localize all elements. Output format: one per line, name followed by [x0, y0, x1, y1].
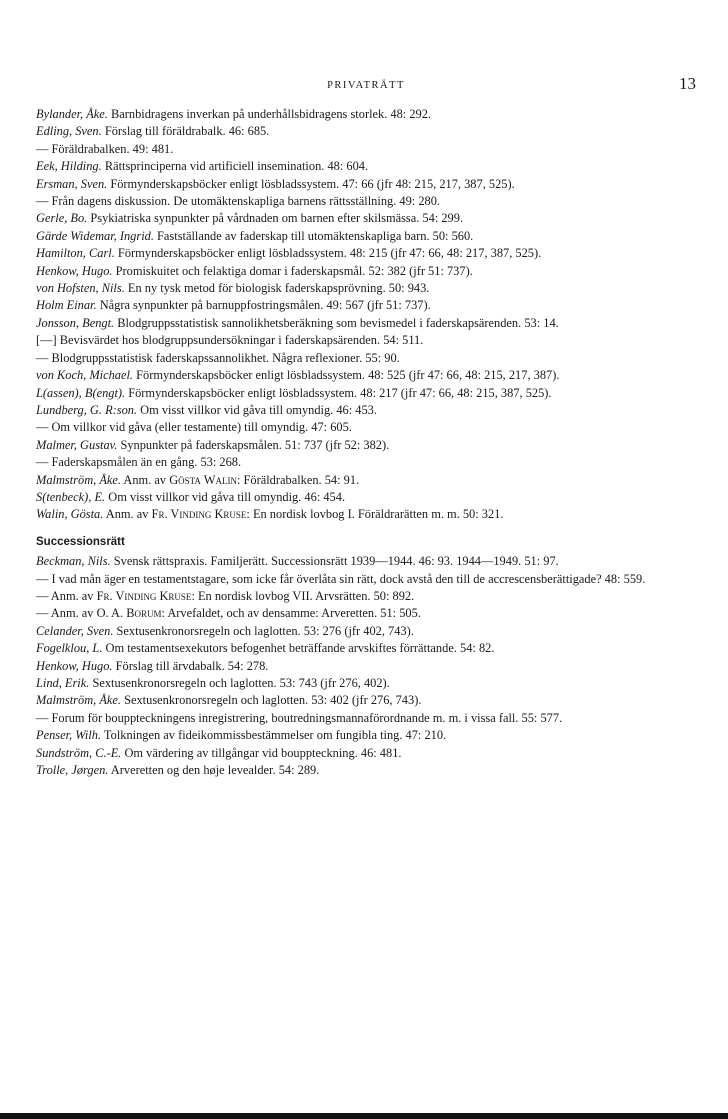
entry-author: Trolle, Jørgen. [36, 763, 109, 778]
index-entry [36, 675, 696, 692]
entry-text: Sextusenkronorsregeln och laglotten. 53: 743 (jfr 276, 402). [89, 676, 390, 690]
entry-text: — Om villkor vid gåva (eller testamente) till omyndig. 47: 605. [36, 420, 352, 435]
entry-text: Blodgruppsstatistisk sannolikhetsberäkning som bevismedel i faderskapsärenden. 53: 14. [114, 315, 559, 330]
entry-text: Rättsprinciperna vid artificiell insemination. 48: 604. [101, 159, 369, 174]
index-entry [36, 553, 696, 570]
entry-text: Sextusenkronorsregeln och laglotten. 53: 402 (jfr 276, 743). [121, 693, 422, 708]
entry-text: Promiskuitet och felaktiga domar i faderskapsmål. 52: 382 (jfr 51: 737). [112, 263, 473, 278]
succession-law-entries [36, 623, 696, 780]
entry-author: Gärde Widemar, Ingrid. [36, 228, 154, 243]
entry-text: Om testamentsexekutors befogenhet beträffande arvskiftes förrättande. 54: 82. [102, 641, 495, 656]
index-entry [36, 588, 696, 605]
entry-text: : En nordisk lovbog VII. Arvsrätten. 50: 892. [191, 588, 415, 603]
entry-author: Bylander, Åke. [36, 107, 108, 121]
index-entry [36, 123, 696, 140]
entry-text: — Från dagens diskussion. De utomäktenskapliga barnens rättsställning. 49: 280. [36, 194, 441, 209]
entry-smallcaps-name: Borum [126, 606, 162, 621]
entry-text: Psykiatriska synpunkter på vårdnaden om barnen efter skilsmässa. 54: 299. [87, 211, 464, 226]
entry-text: Förmynderskapsböcker enligt lösbladssystem. 47: 66 (jfr 48: 215, 217, 387, 525). [107, 176, 515, 191]
entry-text: — Föräldrabalken. 49: 481. [36, 141, 174, 156]
entry-text: Anm. av [121, 472, 170, 487]
index-entry [36, 437, 696, 454]
index-entry [36, 228, 696, 245]
entry-smallcaps-name: Fr. Vinding Kruse [96, 588, 192, 603]
index-entry [36, 297, 696, 314]
entry-author: Celander, Sven. [36, 623, 114, 638]
entry-text: Synpunkter på faderskapsmålen. 51: 737 (jfr 52: 382). [117, 437, 390, 452]
index-entry [36, 332, 696, 349]
entry-text: Fastställande av faderskap till utomäktenskapliga barn. 50: 560. [153, 228, 474, 243]
index-entry [36, 692, 696, 709]
entry-text: Några synpunkter på barnuppfostringsmålen. 49: 567 (jfr 51: 737). [96, 298, 431, 313]
entry-text: Förmynderskapsböcker enligt lösbladssystem. 48: 215 (jfr 47: 66, 48: 217, 387, 525). [114, 246, 542, 261]
scan-edge-bar [0, 1113, 728, 1119]
entry-text: — Anm. av [36, 588, 97, 603]
entry-text: : En nordisk lovbog I. Föräldrarätten m. m. 50: 321. [246, 507, 504, 522]
entry-author: Hamilton, Carl. [36, 246, 115, 261]
entry-author: Lind, Erik. [36, 676, 90, 690]
index-entry [36, 727, 696, 744]
page-number: 13 [679, 74, 696, 93]
entry-author: Ersman, Sven. [36, 176, 108, 191]
entry-text: — Faderskapsmålen än en gång. 53: 268. [36, 455, 242, 470]
entry-author: Jonsson, Bengt. [36, 315, 115, 330]
entry-text: Barnbidragens inverkan på underhållsbidragens storlek. 48: 292. [107, 107, 432, 121]
entry-text: Sextusenkronorsregeln och laglotten. 53: 276 (jfr 402, 743). [113, 623, 414, 638]
index-entry [36, 623, 696, 640]
index-entry [36, 710, 696, 727]
index-entry [36, 158, 696, 175]
index-entry [36, 472, 696, 489]
entry-smallcaps-name: Gösta Walin [169, 472, 237, 487]
family-law-entries [36, 106, 696, 472]
index-entry [36, 605, 696, 622]
index-entry [36, 506, 696, 523]
section-heading: Successionsrätt [36, 535, 125, 548]
entry-text: Om värdering av tillgångar vid bouppteckning. 46: 481. [121, 745, 402, 760]
index-entry [36, 245, 696, 262]
entry-text: Om visst villkor vid gåva till omyndig. 46: 454. [105, 489, 346, 504]
entry-author: Henkow, Hugo. [36, 263, 113, 278]
index-entry [36, 210, 696, 227]
entry-author: Malmer, Gustav. [36, 437, 118, 452]
index-entry [36, 280, 696, 297]
entry-text: — I vad mån äger en testamentstagare, som icke får överlåta sin rätt, dock avstå den till de accrescensberättigade? 48: 559. [36, 571, 646, 586]
index-entry [36, 385, 696, 402]
entry-author: Henkow, Hugo. [36, 658, 113, 673]
entry-text: Svensk rättspraxis. Familjerätt. Successionsrätt 1939—1944. 46: 93. 1944—1949. 51: 97. [110, 554, 559, 569]
entry-author: von Koch, Michael. [36, 368, 134, 383]
entry-author: Gerle, Bo. [36, 211, 88, 226]
entry-author: Holm Einar. [36, 298, 97, 313]
entry-author: Lundberg, G. R:son. [36, 402, 138, 417]
entry-author: Malmström, Åke. [36, 472, 121, 487]
index-entry [36, 106, 696, 123]
index-entry [36, 419, 696, 436]
entry-smallcaps-name: Fr. Vinding Kruse [151, 507, 247, 522]
index-content [36, 106, 696, 779]
entry-text: Om visst villkor vid gåva till omyndig. 46: 453. [137, 402, 377, 417]
entry-author: S(tenbeck), E. [36, 489, 106, 504]
entry-text: — Forum för bouppteckningens inregistrering, boutredningsmannaförordnande m. m. i vissa fall. 55: 577. [36, 710, 563, 725]
entry-text: Anm. av [103, 507, 152, 522]
entry-author: von Hofsten, Nils. [36, 281, 125, 296]
entry-author: Eek, Hilding. [36, 159, 102, 174]
entry-text: — Anm. av O. A. [36, 606, 127, 621]
entry-text: : Arvefaldet, och av densamme: Arveretten. 51: 505. [161, 606, 421, 621]
entry-author: L(assen), B(engt). [36, 385, 126, 400]
entry-text: Tolkningen av fideikommissbestämmelser om fungibla ting. 47: 210. [101, 728, 447, 743]
index-entry [36, 640, 696, 657]
index-entry [36, 315, 696, 332]
page-header [36, 74, 696, 98]
entry-text: [—] Bevisvärdet hos blodgruppsundersökningar i faderskapsärenden. 54: 511. [36, 333, 424, 348]
index-entry [36, 367, 696, 384]
entry-author: Fogelklou, L. [36, 641, 103, 656]
entry-text: Förslag till föräldrabalk. 46: 685. [101, 124, 270, 139]
index-entry [36, 350, 696, 367]
index-entry [36, 263, 696, 280]
running-title: PRIVATRÄTT [327, 80, 405, 91]
index-entry [36, 176, 696, 193]
index-entry [36, 571, 696, 588]
index-entry [36, 193, 696, 210]
index-entry [36, 141, 696, 158]
entry-text: : Föräldrabalken. 54: 91. [236, 472, 360, 487]
entry-author: Beckman, Nils. [36, 554, 111, 569]
index-entry [36, 745, 696, 762]
index-entry [36, 658, 696, 675]
entry-text: — Blodgruppsstatistisk faderskapssannolikhet. Några reflexioner. 55: 90. [36, 350, 400, 365]
entry-text: Förslag till ärvdabalk. 54: 278. [112, 658, 269, 673]
entry-author: Sundström, C.-E. [36, 745, 122, 760]
index-entry [36, 454, 696, 471]
index-entry [36, 402, 696, 419]
entry-author: Edling, Sven. [36, 124, 102, 139]
entry-text: En ny tysk metod för biologisk faderskapsprövning. 50: 943. [124, 281, 430, 296]
entry-author: Penser, Wilh. [36, 728, 102, 743]
entry-author: Walin, Gösta. [36, 507, 104, 522]
entry-author: Malmström, Åke. [36, 693, 121, 708]
entry-text: Arveretten og den høje levealder. 54: 289. [108, 763, 320, 778]
index-entry [36, 489, 696, 506]
entry-text: Förmynderskapsböcker enligt lösbladssystem. 48: 525 (jfr 47: 66, 48: 215, 217, 387). [133, 368, 560, 383]
index-entry [36, 762, 696, 779]
entry-text: Förmynderskapsböcker enligt lösbladssystem. 48: 217 (jfr 47: 66, 48: 215, 387, 525). [125, 385, 552, 400]
